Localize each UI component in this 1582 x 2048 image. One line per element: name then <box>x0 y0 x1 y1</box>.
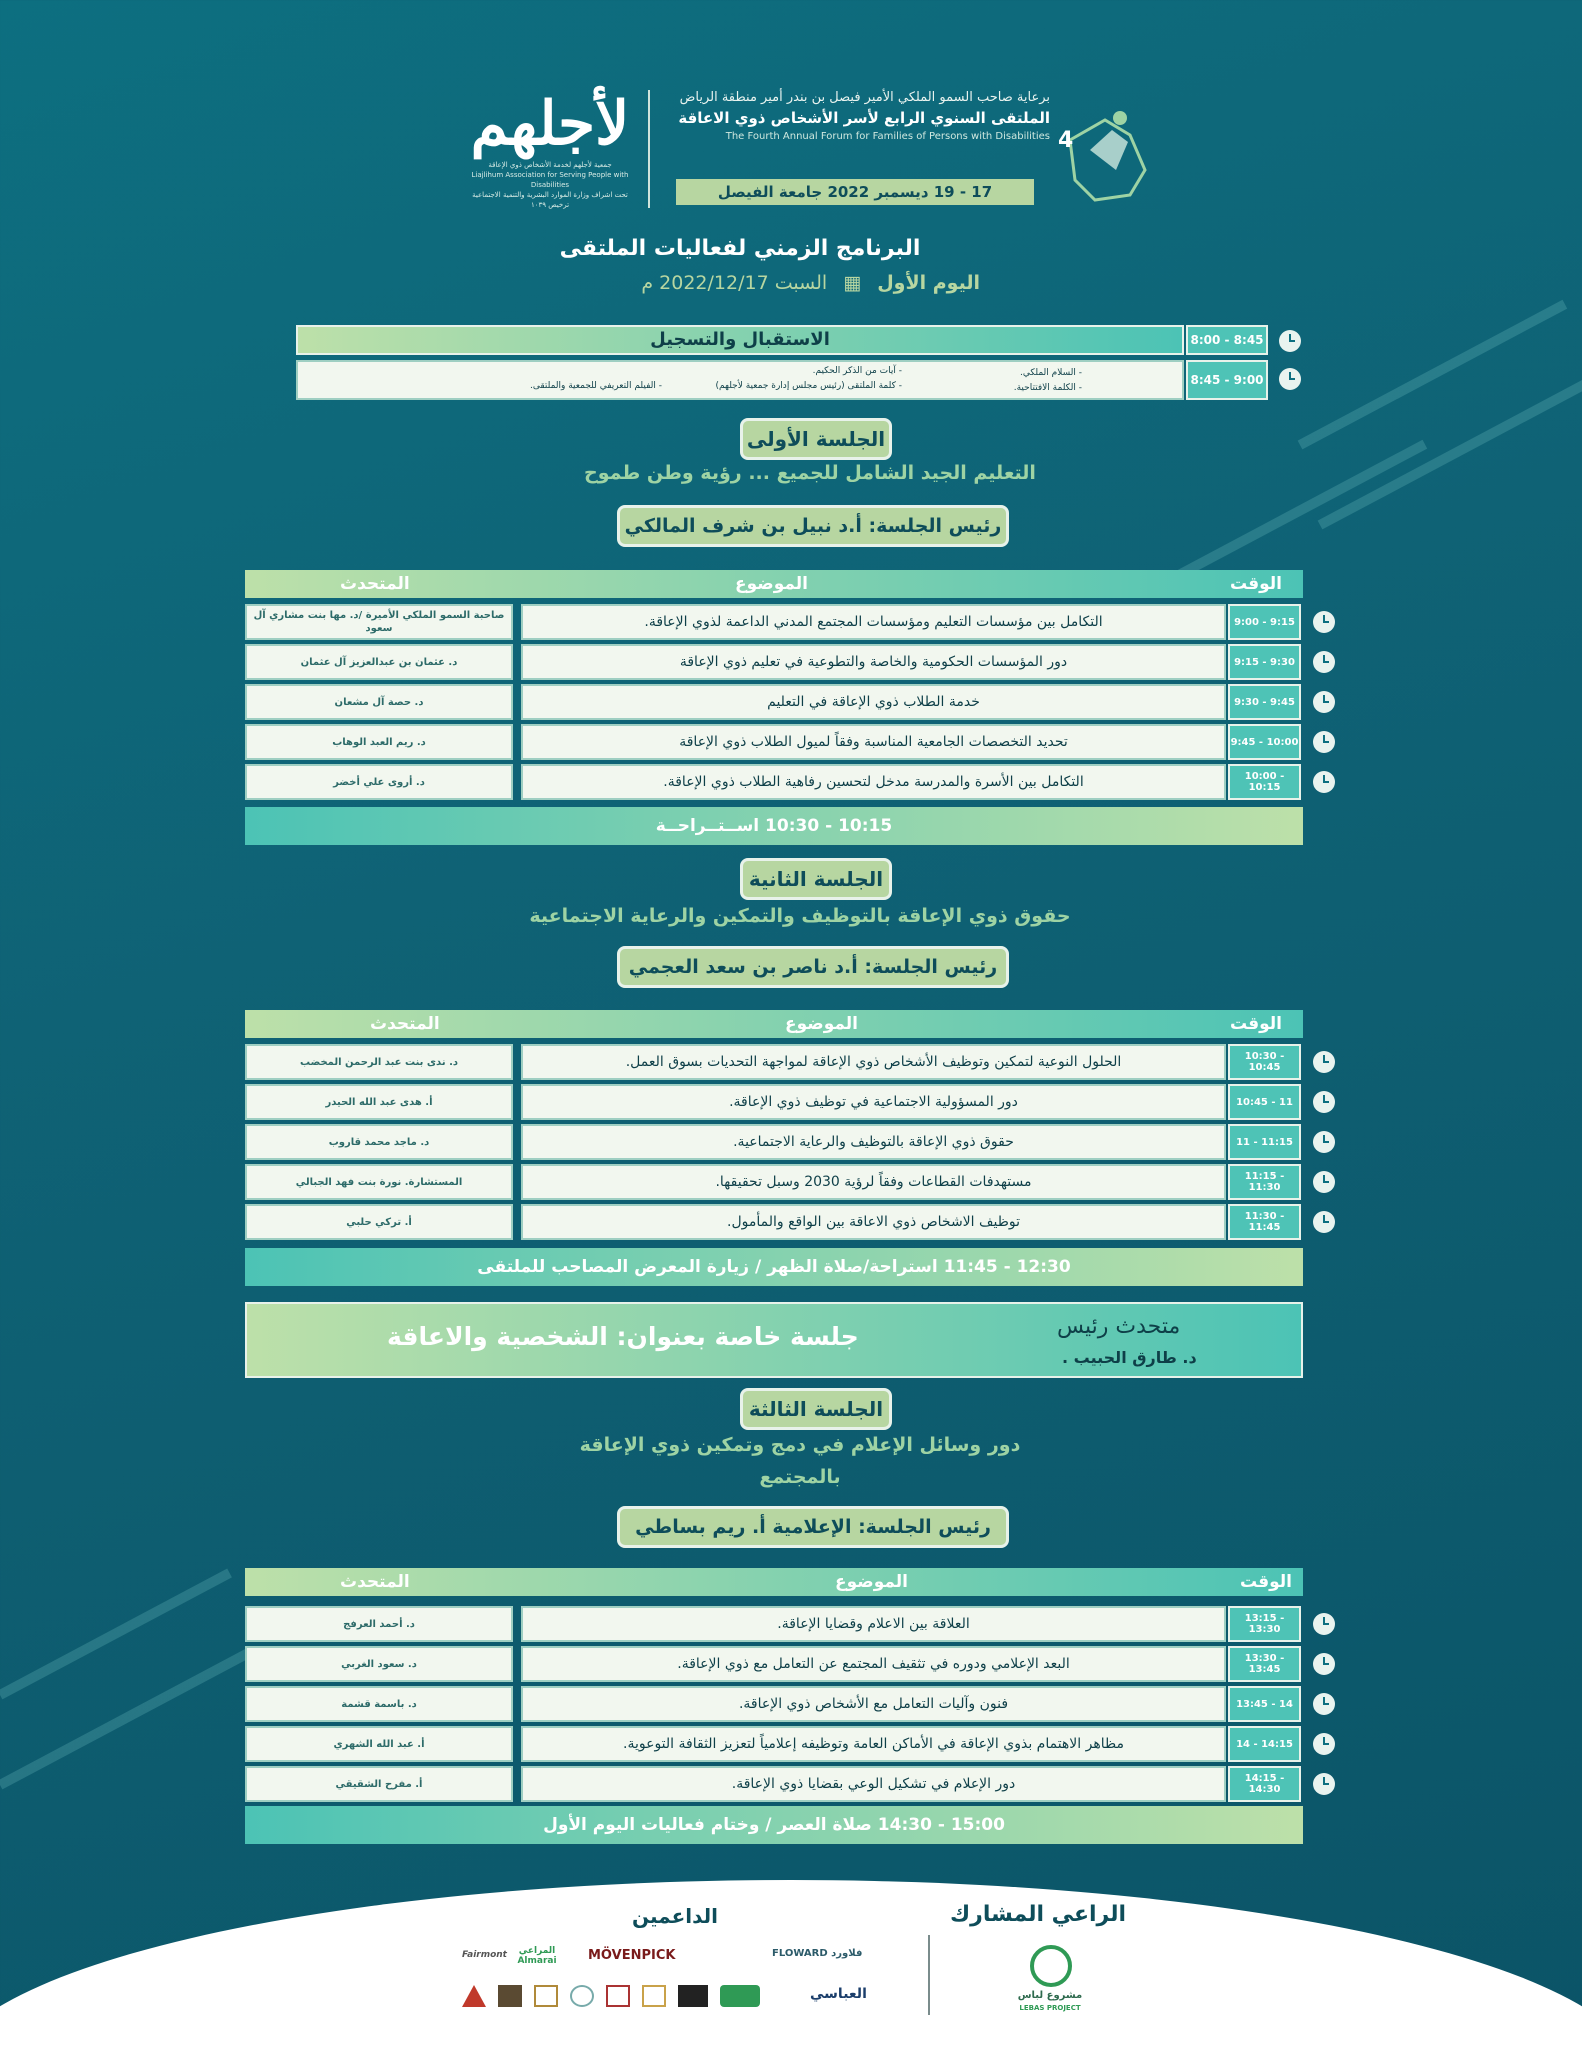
speaker-cell: د. سعود الغربي <box>245 1646 513 1682</box>
clock-icon <box>1313 1773 1335 1795</box>
partner-name-en: LEBAS PROJECT <box>1019 2004 1081 2012</box>
opening-items <box>296 360 1184 400</box>
speaker-cell: د. حصة آل مشعان <box>245 684 513 720</box>
logo-caption-en: Liajlihum Association for Serving People with Disabilities <box>471 171 629 189</box>
session1-header <box>245 570 1303 598</box>
logo-caption-2: تحت اشراف وزارة الموارد البشرية والتنمية الاجتماعية <box>472 191 628 199</box>
topic-cell: دور المسؤولية الاجتماعية في توظيف ذوي الإعاقة. <box>521 1084 1226 1120</box>
time-cell: 11 - 11:15 <box>1228 1124 1301 1160</box>
col-time: الوقت <box>1240 1572 1292 1592</box>
topic-cell: التكامل بين الأسرة والمدرسة مدخل لتحسين رفاهية الطلاب ذوي الإعاقة. <box>521 764 1226 800</box>
clock-icon <box>1313 1051 1335 1073</box>
session2-subtitle: حقوق ذوي الإعاقة بالتوظيف والتمكين والرعاية الاجتماعية <box>529 905 1071 927</box>
reception-time: 8:00 - 8:45 <box>1186 325 1268 355</box>
lebas-logo-icon <box>1030 1945 1072 1987</box>
supporter-logo <box>606 1985 630 2007</box>
clock-icon <box>1313 611 1335 633</box>
col-topic: الموضوع <box>785 1014 858 1034</box>
patron-line: برعاية صاحب السمو الملكي الأمير فيصل بن بندر أمير منطقة الرياض <box>679 90 1050 105</box>
col-time: الوقت <box>1230 1014 1282 1034</box>
time-cell: 13:45 - 14 <box>1228 1686 1301 1722</box>
supporter-floward: FLOWARD فلاورد <box>772 1948 863 1959</box>
supporters-title: الداعمين <box>632 1904 719 1928</box>
time-cell: 13:15 - 13:30 <box>1228 1606 1301 1642</box>
clock-icon <box>1313 1653 1335 1675</box>
topic-cell: الحلول النوعية لتمكين وتوظيف الأشخاص ذوي الإعاقة لمواجهة التحديات بسوق العمل. <box>521 1044 1226 1080</box>
clock-icon <box>1313 1211 1335 1233</box>
topic-cell: خدمة الطلاب ذوي الإعاقة في التعليم <box>521 684 1226 720</box>
supporter-logo <box>534 1985 558 2007</box>
col-speaker: المتحدث <box>370 1014 440 1034</box>
opening-time: 8:45 - 9:00 <box>1186 360 1268 400</box>
date-place-bar: 17 - 19 ديسمبر 2022 جامعة الفيصل <box>676 179 1034 205</box>
session3-header <box>245 1568 1303 1596</box>
topic-cell: مظاهر الاهتمام بذوي الإعاقة في الأماكن العامة وتوظيفه إعلامياً لتعزيز الثقافة التوعوية. <box>521 1726 1226 1762</box>
program-title: البرنامج الزمني لفعاليات الملتقى <box>559 236 921 261</box>
forum-title-ar: الملتقى السنوي الرابع لأسر الأشخاص ذوي الاعاقة <box>678 109 1050 127</box>
session2-label: الجلسة الثانية <box>740 858 892 900</box>
speaker-cell: د. عثمان بن عبدالعزيز آل عثمان <box>245 644 513 680</box>
association-logo <box>460 88 640 210</box>
topic-cell: فنون وآليات التعامل مع الأشخاص ذوي الإعاقة. <box>521 1686 1226 1722</box>
topic-cell: مستهدفات القطاعات وفقاً لرؤية 2030 وسبل تحقيقها. <box>521 1164 1226 1200</box>
topic-cell: حقوق ذوي الإعاقة بالتوظيف والرعاية الاجتماعية. <box>521 1124 1226 1160</box>
clock-icon <box>1313 1613 1335 1635</box>
reception-title: الاستقبال والتسجيل <box>296 325 1184 355</box>
session3-subtitle-1: دور وسائل الإعلام في دمج وتمكين ذوي الإعاقة <box>579 1434 1021 1456</box>
supporter-logo <box>498 1985 522 2007</box>
time-cell: 9:45 - 10:00 <box>1228 724 1301 760</box>
supporter-logo <box>570 1985 594 2007</box>
col-topic: الموضوع <box>835 1572 908 1592</box>
time-cell: 13:30 - 13:45 <box>1228 1646 1301 1682</box>
session1-subtitle: التعليم الجيد الشامل للجميع ... رؤية وطن طموح <box>584 462 1036 484</box>
special-title: جلسة خاصة بعنوان: الشخصية والاعاقة <box>387 1322 859 1351</box>
clock-icon <box>1313 731 1335 753</box>
supporter-almarai: المراعي Almarai <box>517 1946 557 1966</box>
supporters-row2 <box>462 1985 792 2009</box>
topic-cell: دور المؤسسات الحكومية والخاصة والتطوعية في تعليم ذوي الإعاقة <box>521 644 1226 680</box>
opening-item: - آيات من الذكر الحكيم. <box>812 366 902 376</box>
logo-text: لأجلهم <box>470 89 630 159</box>
topic-cell: تحديد التخصصات الجامعية المناسبة وفقاً لميول الطلاب ذوي الإعاقة <box>521 724 1226 760</box>
speaker-cell: د. ماجد محمد قاروب <box>245 1124 513 1160</box>
partner-name: مشروع لباس <box>1017 1990 1083 2001</box>
supporter-logo <box>462 1985 486 2007</box>
forum-title-en: The Fourth Annual Forum for Families of Persons with Disabilities <box>725 131 1050 142</box>
speaker-cell: أ. تركي حلبي <box>245 1204 513 1240</box>
col-speaker: المتحدث <box>340 1572 410 1592</box>
day-line <box>560 272 980 294</box>
topic-cell: البعد الإعلامي ودوره في تثقيف المجتمع عن التعامل مع ذوي الإعاقة. <box>521 1646 1226 1682</box>
speaker-cell: أ. عبد الله الشهري <box>245 1726 513 1762</box>
day-label: اليوم الأول <box>877 272 980 294</box>
clock-icon <box>1313 651 1335 673</box>
time-cell: 11:15 - 11:30 <box>1228 1164 1301 1200</box>
time-cell: 9:15 - 9:30 <box>1228 644 1301 680</box>
calendar-icon: ▦ <box>843 272 862 294</box>
supporter-logo <box>642 1985 666 2007</box>
session2-break: 12:30 - 11:45 استراحة/صلاة الظهر / زيارة المعرض المصاحب للملتقى <box>245 1248 1303 1286</box>
col-topic: الموضوع <box>735 574 808 594</box>
supporter-abbasi: العباسي <box>810 1986 867 2002</box>
clock-icon <box>1313 691 1335 713</box>
supporter-movenpick: MÖVENPICK <box>588 1948 676 1963</box>
topic-cell: توظيف الاشخاص ذوي الاعاقة بين الواقع والمأمول. <box>521 1204 1226 1240</box>
partner-title: الراعي المشارك <box>950 1902 1126 1927</box>
opening-item: - السلام الملكي. <box>1020 368 1082 378</box>
forum-header <box>670 90 1050 142</box>
session3-label: الجلسة الثالثة <box>740 1388 892 1430</box>
session2-header <box>245 1010 1303 1038</box>
time-cell: 14:15 - 14:30 <box>1228 1766 1301 1802</box>
time-cell: 9:00 - 9:15 <box>1228 604 1301 640</box>
special-speaker-label: متحدث رئيس <box>1057 1314 1181 1339</box>
session2-chair: رئيس الجلسة: أ.د ناصر بن سعد العجمي <box>617 946 1009 988</box>
logo-caption-3: ترخيص ١٠٣٩ <box>530 201 570 209</box>
footer-background <box>0 1880 1582 2048</box>
time-cell: 10:45 - 11 <box>1228 1084 1301 1120</box>
opening-item: - الكلمة الافتتاحية. <box>1013 383 1082 393</box>
footer-divider <box>928 1935 930 2015</box>
time-cell: 10:00 - 10:15 <box>1228 764 1301 800</box>
session3-subtitle-2: بالمجتمع <box>759 1466 841 1488</box>
speaker-cell: المستشارة. نورة بنت فهد الجبالي <box>245 1164 513 1200</box>
col-speaker: المتحدث <box>340 574 410 594</box>
header-divider <box>648 90 650 208</box>
supporter-fairmont: Fairmont <box>462 1950 507 1960</box>
clock-icon <box>1313 1733 1335 1755</box>
clock-icon <box>1279 368 1301 390</box>
col-time: الوقت <box>1230 574 1282 594</box>
special-speaker: د. طارق الحبيب . <box>1062 1348 1197 1367</box>
speaker-cell: صاحبة السمو الملكي الأميرة /د. مها بنت مشاري آل سعود <box>245 604 513 640</box>
clock-icon <box>1279 330 1301 352</box>
session1-break: 10:15 - 10:30 اســتــراحــة <box>245 807 1303 845</box>
supporter-logo <box>720 1985 760 2007</box>
supporter-logo <box>678 1985 708 2007</box>
speaker-cell: د. أحمد العرفج <box>245 1606 513 1642</box>
logo-caption-ar: جمعية لأجلهم لخدمة الأشخاص ذوي الإعاقة <box>488 161 612 169</box>
opening-item: - كلمة الملتقى (رئيس مجلس إدارة جمعية لأجلهم) <box>715 381 902 391</box>
speaker-cell: أ. مفرح الشقيقي <box>245 1766 513 1802</box>
session1-label: الجلسة الأولى <box>740 418 892 460</box>
topic-cell: العلاقة بين الاعلام وقضايا الإعاقة. <box>521 1606 1226 1642</box>
clock-icon <box>1313 1091 1335 1113</box>
forum-number: 4 <box>1058 128 1074 153</box>
clock-icon <box>1313 1131 1335 1153</box>
topic-cell: دور الإعلام في تشكيل الوعي بقضايا ذوي الإعاقة. <box>521 1766 1226 1802</box>
speaker-cell: د. أروى علي أخضر <box>245 764 513 800</box>
session3-chair: رئيس الجلسة: الإعلامية أ. ريم بساطي <box>617 1506 1009 1548</box>
saudi-map-icon <box>1050 100 1160 210</box>
speaker-cell: أ. هدى عبد الله الحيدر <box>245 1084 513 1120</box>
clock-icon <box>1313 1693 1335 1715</box>
time-cell: 14 - 14:15 <box>1228 1726 1301 1762</box>
day-date: السبت 2022/12/17 م <box>641 272 828 294</box>
opening-item: - الفيلم التعريفي للجمعية والملتقى. <box>529 381 662 391</box>
special-session <box>245 1302 1303 1378</box>
clock-icon <box>1313 1171 1335 1193</box>
time-cell: 11:30 - 11:45 <box>1228 1204 1301 1240</box>
speaker-cell: د. ريم العبد الوهاب <box>245 724 513 760</box>
topic-cell: التكامل بين مؤسسات التعليم ومؤسسات المجتمع المدني الداعمة لذوي الإعاقة. <box>521 604 1226 640</box>
speaker-cell: د. باسمة قشمة <box>245 1686 513 1722</box>
speaker-cell: د. ندى بنت عبد الرحمن المخضب <box>245 1044 513 1080</box>
session3-break: 15:00 - 14:30 صلاة العصر / وختام فعاليات اليوم الأول <box>245 1806 1303 1844</box>
session1-chair: رئيس الجلسة: أ.د نبيل بن شرف المالكي <box>617 505 1009 547</box>
time-cell: 9:30 - 9:45 <box>1228 684 1301 720</box>
time-cell: 10:30 - 10:45 <box>1228 1044 1301 1080</box>
clock-icon <box>1313 771 1335 793</box>
